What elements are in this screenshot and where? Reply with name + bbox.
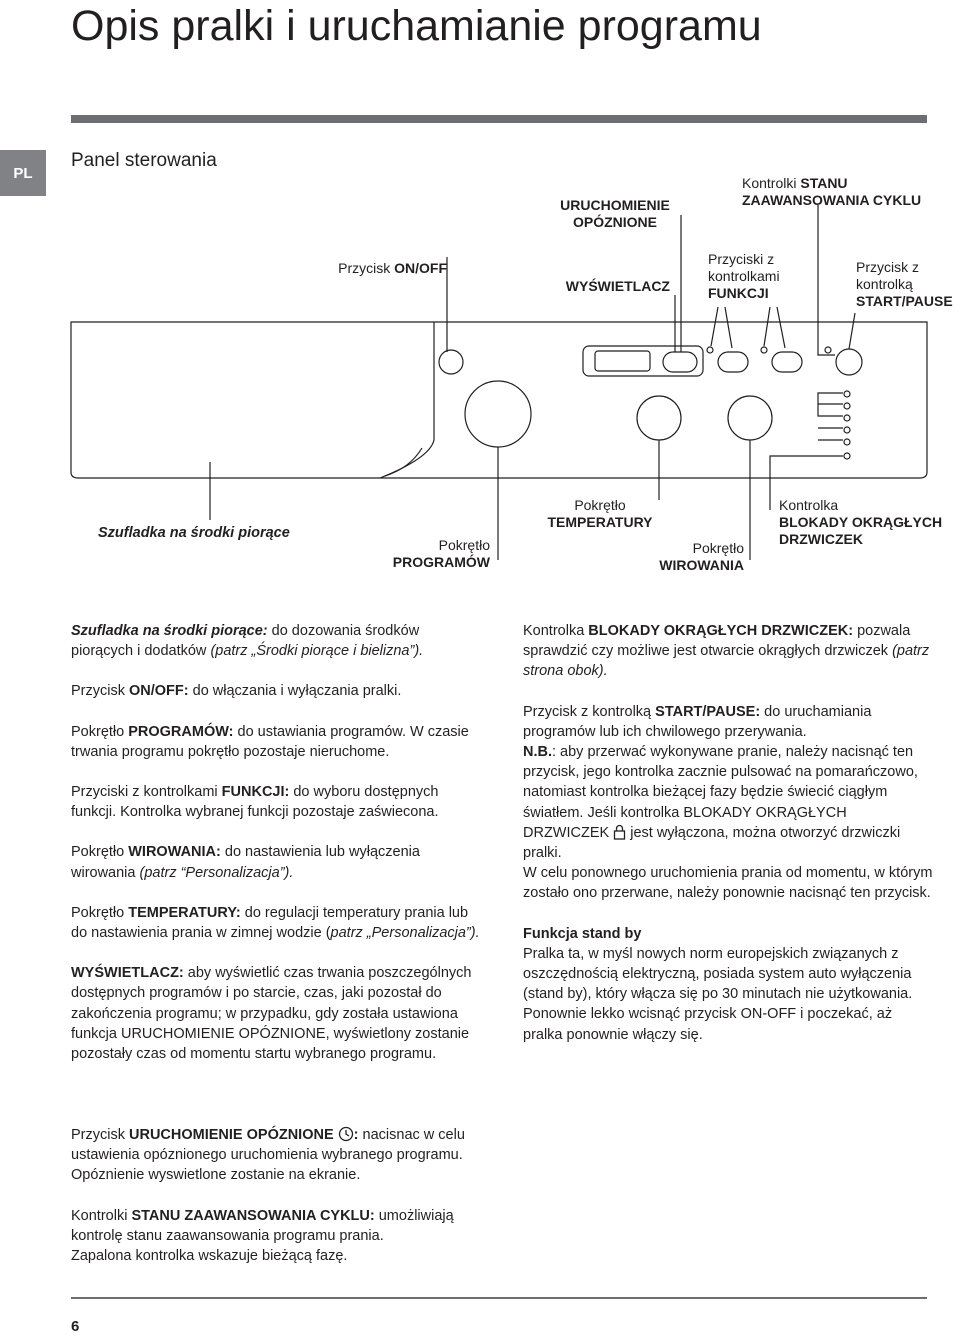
- paragraph-spin: Pokrętło WIROWANIA: do nastawienia lub wyłączenia wirowania (patrz “Personalizacja”).: [71, 844, 420, 881]
- drawer-divider: [380, 322, 434, 478]
- paragraph-delay-start: Przycisk URUCHOMIENIE OPÓZNIONE : nacisnac w celu ustawienia opóznionego uruchomienia wybranego programu. Opóznienie wyswietlone zostanie na ekranie.: [71, 1127, 465, 1184]
- section-heading: Panel sterowania: [71, 150, 217, 171]
- paragraph-programs: Pokrętło PROGRAMÓW: do ustawiania programów. W czasie trwania programu pokrętło pozostaje nieruchome.: [71, 723, 469, 760]
- clock-icon: [338, 1126, 354, 1142]
- status-led: [844, 403, 850, 409]
- label-programs-knob: Pokrętło PROGRAMÓW: [392, 537, 490, 570]
- paragraph-display: WYŚWIETLACZ: aby wyświetlić czas trwania poszczególnych dostępnych programów i po starcie, czas, jaki pozostał do zakończenia programu; w przypadku, gdy została ustawiona funkcja URUCHOMIENIE OPÓZNIONE, wyświetlony zostanie pozostały czas od momentu startu wybranego programu.: [71, 965, 472, 1063]
- page-title: Opis pralki i uruchamianie programu: [71, 2, 762, 50]
- control-panel-diagram: [0, 0, 960, 600]
- label-detergent-drawer: Szufladka na środki piorące: [98, 525, 290, 541]
- status-led: [844, 391, 850, 397]
- paragraph-cycle-status: Kontrolki STANU ZAAWANSOWANIA CYKLU: umożliwiają kontrolę stanu zaawansowania programu prania. Zapalona kontrolka wskazuje bieżącą fazę.: [71, 1207, 454, 1265]
- label-function-buttons: Przyciski z kontrolkami FUNKCJI: [708, 251, 780, 301]
- status-led: [844, 427, 850, 433]
- label-delay-start: URUCHOMIENIE OPÓZNIONE: [560, 197, 670, 230]
- left-column: [71, 621, 481, 1084]
- label-temperature-knob: Pokrętło TEMPERATURY: [547, 497, 653, 530]
- delay-start-button: [663, 352, 697, 372]
- lock-icon: [613, 824, 626, 840]
- paragraph-start-pause: Przycisk z kontrolką START/PAUSE: do uruchamiania programów lub ich chwilowego przerywania. N.B.: aby przerwać wykonywane pranie, należy nacisnąć ten przycisk, jego kontrolka zacznie pulsować na pomarańczowo, natomiast kontrolka bieżącej fazy będzie świecić ciągłym światłem. Jeśli kontrolka BLOKADY OKRĄGŁYCH DRZWICZEK jest wyłączona, można otworzyć drzwiczki pralki. W celu ponownego uruchomienia prania od momentu, w którym zostało ono przerwane, należy ponownie nacisnąć ten przycisk.: [523, 703, 933, 902]
- label-start-pause: Przycisk z kontrolką START/PAUSE: [856, 259, 953, 309]
- label-spin-knob: Pokrętło WIROWANIA: [659, 540, 744, 573]
- start-pause-button: [836, 349, 862, 375]
- language-tab: PL: [0, 150, 46, 196]
- label-display: WYŚWIETLACZ: [565, 278, 670, 294]
- page-number: 6: [71, 1318, 80, 1335]
- paragraph-detergent: Szufladka na środki piorące: do dozowania środków piorących i dodatków (patrz „Środki piorące i bielizna”).: [71, 623, 424, 660]
- status-led: [844, 439, 850, 445]
- paragraph-standby: Funkcja stand by Pralka ta, w myśl nowych norm europejskich związanych z oszczędnością elektryczną, posiada system auto wyłączenia (stand by), który włącza się po 30 minutach nie użytkowania. Ponownie lekko wcisnąć przycisk ON-OFF i poczekać, aż pralka ponownie włączy się.: [523, 925, 913, 1043]
- label-door-lock: Kontrolka BLOKADY OKRĄGŁYCH DRZWICZEK: [779, 497, 943, 547]
- onoff-button: [439, 350, 463, 374]
- paragraph-temperature: Pokrętło TEMPERATURY: do regulacji temperatury prania lub do nastawienia prania w zimnej wodzie (patrz „Personalizacja”).: [71, 904, 480, 942]
- right-column: [523, 621, 933, 1045]
- programs-knob: [465, 381, 531, 447]
- temperature-knob: [637, 396, 681, 440]
- label-cycle-status: Kontrolki STANU ZAAWANSOWANIA CYKLU: [742, 175, 922, 208]
- spin-knob: [728, 396, 772, 440]
- paragraph-functions: Przyciski z kontrolkami FUNKCJI: do wyboru dostępnych funkcji. Kontrolka wybranej funkcji pozostaje zaświecona.: [71, 784, 439, 821]
- paragraph-door-lock: Kontrolka BLOKADY OKRĄGŁYCH DRZWICZEK: pozwala sprawdzić czy możliwe jest otwarcie okrągłych drzwiczek (patrz strona obok).: [523, 623, 930, 680]
- status-led: [844, 415, 850, 421]
- panel-outline: [71, 322, 927, 478]
- bottom-left-column: [71, 1125, 481, 1266]
- function-button-1: [718, 352, 748, 372]
- function-button-2: [772, 352, 802, 372]
- door-lock-led: [844, 453, 850, 459]
- paragraph-onoff: Przycisk ON/OFF: do włączania i wyłączania pralki.: [71, 683, 402, 700]
- label-onoff: Przycisk ON/OFF: [338, 260, 447, 276]
- footer-rule: [71, 1297, 927, 1299]
